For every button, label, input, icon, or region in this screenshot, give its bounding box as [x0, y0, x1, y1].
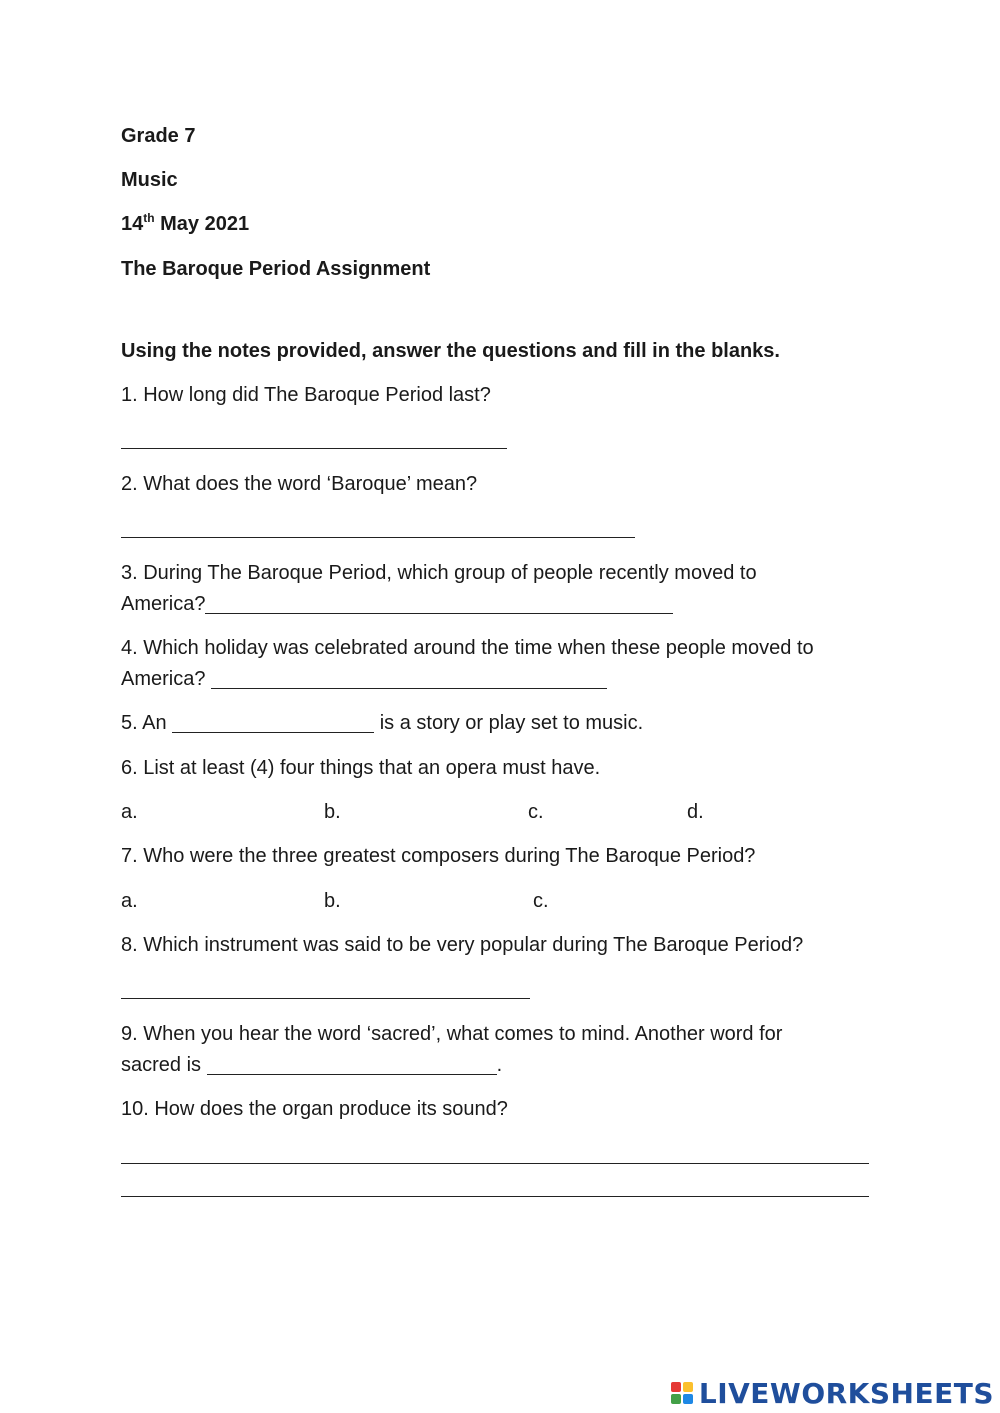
q6-option-c[interactable]: c. — [528, 801, 544, 823]
question-5-before: 5. An — [121, 712, 167, 734]
logo-squares-icon — [671, 1382, 693, 1404]
question-3-line-2 — [121, 589, 673, 619]
date-label — [121, 209, 249, 239]
answer-blank-5[interactable] — [172, 710, 374, 733]
answer-blank-4[interactable] — [211, 666, 607, 689]
question-5-after: is a story or play set to music. — [379, 712, 644, 734]
question-4-line-2 — [121, 664, 607, 694]
date-rest: May 2021 — [154, 213, 250, 235]
question-9-after: . — [496, 1054, 503, 1076]
answer-blank-3[interactable] — [205, 591, 673, 614]
question-3-text: America? — [121, 593, 206, 615]
grade-label: Grade 7 — [121, 125, 196, 147]
q7-option-a[interactable]: a. — [121, 890, 138, 912]
logo-text: LIVEWORKSHEETS — [698, 1376, 994, 1410]
subject-label: Music — [121, 169, 178, 191]
question-2: 2. What does the word ‘Baroque’ mean? — [121, 473, 478, 495]
answer-line-8[interactable] — [121, 998, 530, 999]
instructions: Using the notes provided, answer the questions and fill in the blanks. — [121, 340, 780, 362]
question-7: 7. Who were the three greatest composers during The Baroque Period? — [121, 845, 756, 867]
date-suffix: th — [143, 211, 155, 225]
question-5 — [121, 708, 643, 738]
q6-option-d[interactable]: d. — [687, 801, 704, 823]
question-8: 8. Which instrument was said to be very popular during The Baroque Period? — [121, 934, 804, 956]
q7-option-b[interactable]: b. — [324, 890, 341, 912]
question-4-text: America? — [121, 668, 206, 690]
question-9-line-1: 9. When you hear the word ‘sacred’, what comes to mind. Another word for — [121, 1023, 783, 1045]
answer-line-10b[interactable] — [121, 1196, 869, 1197]
q6-option-a[interactable]: a. — [121, 801, 138, 823]
question-9-before: sacred is — [121, 1054, 202, 1076]
question-3-line-1: 3. During The Baroque Period, which group of people recently moved to — [121, 562, 757, 584]
answer-line-1[interactable] — [121, 448, 507, 449]
q7-option-c[interactable]: c. — [533, 890, 549, 912]
question-9-line-2 — [121, 1050, 502, 1080]
question-1: 1. How long did The Baroque Period last? — [121, 384, 491, 406]
liveworksheets-logo — [671, 1375, 994, 1411]
q6-option-b[interactable]: b. — [324, 801, 341, 823]
answer-line-2[interactable] — [121, 537, 635, 538]
page-title: The Baroque Period Assignment — [121, 258, 431, 280]
question-10: 10. How does the organ produce its sound? — [121, 1098, 508, 1120]
answer-blank-9[interactable] — [207, 1052, 497, 1075]
question-4-line-1: 4. Which holiday was celebrated around the time when these people moved to — [121, 637, 814, 659]
question-6: 6. List at least (4) four things that an opera must have. — [121, 757, 601, 779]
answer-line-10a[interactable] — [121, 1163, 869, 1164]
date-day: 14 — [121, 213, 144, 235]
